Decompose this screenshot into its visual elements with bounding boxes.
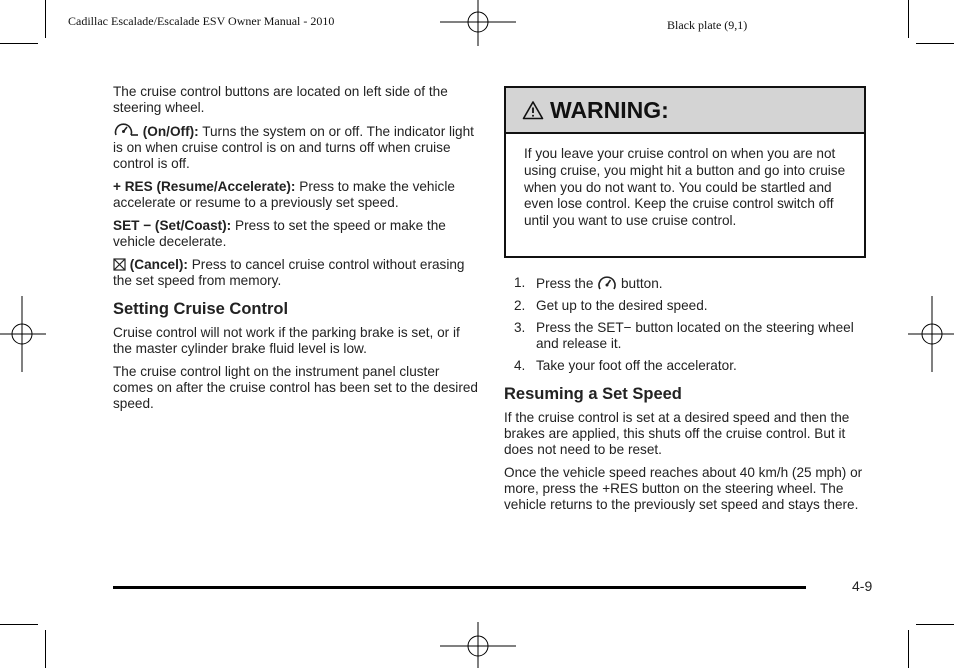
on-off-description (113, 123, 478, 172)
step-text-after: button. (620, 276, 663, 291)
on-off-label: (On/Off): (142, 124, 199, 139)
resuming-paragraph-1: If the cruise control is set at a desired speed and then the brakes are applied, this shuts off the cruise control. But it does not need to be reset. (504, 410, 850, 457)
crop-mark (916, 624, 954, 625)
resuming-paragraph-2: Once the vehicle speed reaches about 40 km/h (25 mph) or more, press the +RES button on the steering wheel. The vehicle returns to the previously set speed and stays there. (504, 465, 863, 512)
crop-mark (45, 630, 46, 668)
page-number: 4-9 (852, 578, 873, 594)
right-column (504, 275, 870, 520)
step-text: Take your foot off the accelerator. (536, 358, 737, 373)
cancel-icon (113, 258, 126, 271)
list-item (504, 298, 870, 314)
registration-mark-bottom (440, 622, 516, 668)
step-number: 4. (514, 358, 526, 373)
res-description (113, 179, 478, 211)
plate-label: Black plate (9,1) (667, 18, 748, 32)
step-text: Get up to the desired speed. (536, 298, 708, 313)
list-item (504, 358, 870, 374)
step-number: 3. (514, 320, 526, 335)
set-text: Press to set the speed or make the vehicle decelerate. (113, 218, 446, 249)
warning-header (506, 88, 864, 134)
list-item (504, 320, 870, 352)
warning-title: WARNING: (550, 96, 669, 123)
setting-paragraph-2: The cruise control light on the instrument panel cluster comes on after the cruise control has been set to the desired speed. (113, 364, 478, 411)
intro-text: The cruise control buttons are located on left side of the steering wheel. (113, 84, 448, 115)
crop-mark (0, 43, 38, 44)
crop-mark (916, 43, 954, 44)
step-number: 1. (514, 275, 526, 290)
step-text: Press the SET− button located on the steering wheel and release it. (536, 320, 854, 351)
res-text: Press to make the vehicle accelerate or resume to a previously set speed. (113, 179, 455, 210)
cruise-speedometer-icon (597, 275, 617, 292)
step-number: 2. (514, 298, 526, 313)
res-label: + RES (Resume/Accelerate): (113, 179, 296, 194)
registration-mark-left (0, 296, 46, 372)
set-label: SET − (Set/Coast): (113, 218, 232, 233)
left-column (113, 84, 478, 419)
step-text: Press the (536, 276, 594, 291)
setting-paragraph-1: Cruise control will not work if the parking brake is set, or if the master cylinder brake fluid level is low. (113, 325, 460, 356)
registration-mark-right (908, 296, 954, 372)
crop-mark (0, 624, 38, 625)
on-off-text: Turns the system on or off. The indicator light is on when cruise control is on and turns off when cruise control is off. (113, 124, 474, 171)
registration-mark-top (440, 0, 516, 46)
list-item (504, 275, 870, 292)
crop-mark (908, 0, 909, 38)
footer-rule (113, 586, 806, 589)
crop-mark (908, 630, 909, 668)
setting-heading: Setting Cruise Control (113, 300, 289, 318)
crop-mark (45, 0, 46, 38)
cancel-label: (Cancel): (129, 257, 188, 272)
resuming-heading: Resuming a Set Speed (504, 385, 682, 403)
cruise-speedometer-icon (113, 123, 139, 138)
manual-title: Cadillac Escalade/Escalade ESV Owner Manual - 2010 (68, 14, 335, 28)
cancel-text: Press to cancel cruise control without erasing the set speed from memory. (113, 257, 465, 288)
warning-body: If you leave your cruise control on when you are not using cruise, you might hit a button and go into cruise when you do not want to. You could be startled and even lose control. Keep the cruise control switch off until you want to use cruise control. (524, 146, 846, 229)
warning-box (504, 86, 866, 258)
steps-list (504, 275, 870, 374)
warning-triangle-icon (522, 100, 544, 120)
set-description (113, 218, 478, 250)
cancel-description (113, 257, 478, 289)
